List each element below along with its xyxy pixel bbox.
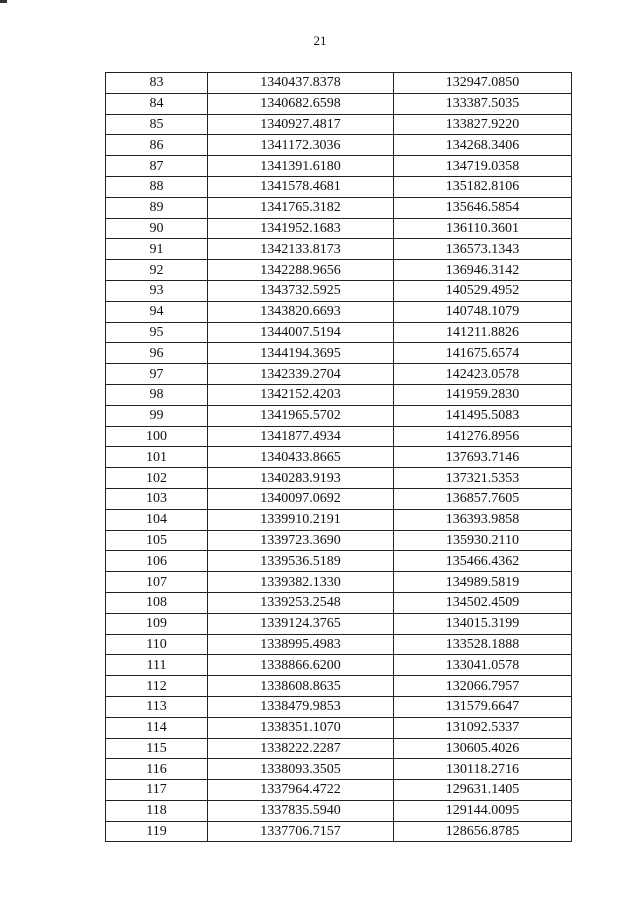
table-row (106, 384, 572, 405)
x-coordinate-cell: 1343820.6693 (208, 301, 394, 322)
point-number-cell: 114 (106, 717, 208, 738)
coordinates-table (105, 72, 572, 842)
point-number-cell: 97 (106, 364, 208, 385)
point-number-cell: 119 (106, 821, 208, 842)
x-coordinate-cell: 1338866.6200 (208, 655, 394, 676)
y-coordinate-cell: 132066.7957 (394, 676, 572, 697)
y-coordinate-cell: 136573.1343 (394, 239, 572, 260)
y-coordinate-cell: 134268.3406 (394, 135, 572, 156)
table-row (106, 218, 572, 239)
y-coordinate-cell: 141495.5083 (394, 405, 572, 426)
x-coordinate-cell: 1339910.2191 (208, 509, 394, 530)
table-row (106, 405, 572, 426)
y-coordinate-cell: 134015.3199 (394, 613, 572, 634)
point-number-cell: 96 (106, 343, 208, 364)
page-number: 21 (313, 33, 327, 48)
y-coordinate-cell: 133528.1888 (394, 634, 572, 655)
point-number-cell: 87 (106, 156, 208, 177)
table-row (106, 821, 572, 842)
table-row (106, 93, 572, 114)
x-coordinate-cell: 1339723.3690 (208, 530, 394, 551)
y-coordinate-cell: 141276.8956 (394, 426, 572, 447)
table-row (106, 447, 572, 468)
y-coordinate-cell: 131092.5337 (394, 717, 572, 738)
table-row (106, 488, 572, 509)
table-row (106, 634, 572, 655)
table-row (106, 530, 572, 551)
y-coordinate-cell: 129144.0095 (394, 800, 572, 821)
x-coordinate-cell: 1337964.4722 (208, 780, 394, 801)
point-number-cell: 112 (106, 676, 208, 697)
point-number-cell: 86 (106, 135, 208, 156)
y-coordinate-cell: 130605.4026 (394, 738, 572, 759)
y-coordinate-cell: 136110.3601 (394, 218, 572, 239)
y-coordinate-cell: 141675.6574 (394, 343, 572, 364)
table-row (106, 800, 572, 821)
x-coordinate-cell: 1343732.5925 (208, 280, 394, 301)
point-number-cell: 105 (106, 530, 208, 551)
x-coordinate-cell: 1338093.3505 (208, 759, 394, 780)
point-number-cell: 93 (106, 280, 208, 301)
y-coordinate-cell: 141211.8826 (394, 322, 572, 343)
x-coordinate-cell: 1339382.1330 (208, 572, 394, 593)
x-coordinate-cell: 1338608.8635 (208, 676, 394, 697)
point-number-cell: 107 (106, 572, 208, 593)
y-coordinate-cell: 137693.7146 (394, 447, 572, 468)
x-coordinate-cell: 1341965.5702 (208, 405, 394, 426)
y-coordinate-cell: 142423.0578 (394, 364, 572, 385)
point-number-cell: 88 (106, 176, 208, 197)
point-number-cell: 116 (106, 759, 208, 780)
table-row (106, 780, 572, 801)
scan-corner-mark (0, 0, 7, 3)
point-number-cell: 109 (106, 613, 208, 634)
point-number-cell: 84 (106, 93, 208, 114)
point-number-cell: 102 (106, 468, 208, 489)
x-coordinate-cell: 1342133.8173 (208, 239, 394, 260)
x-coordinate-cell: 1341578.4681 (208, 176, 394, 197)
y-coordinate-cell: 133387.5035 (394, 93, 572, 114)
point-number-cell: 99 (106, 405, 208, 426)
x-coordinate-cell: 1340283.9193 (208, 468, 394, 489)
y-coordinate-cell: 135466.4362 (394, 551, 572, 572)
table-row (106, 738, 572, 759)
x-coordinate-cell: 1340927.4817 (208, 114, 394, 135)
y-coordinate-cell: 135646.5854 (394, 197, 572, 218)
point-number-cell: 103 (106, 488, 208, 509)
x-coordinate-cell: 1342152.4203 (208, 384, 394, 405)
point-number-cell: 94 (106, 301, 208, 322)
table-row (106, 73, 572, 94)
table-row (106, 135, 572, 156)
table-row (106, 176, 572, 197)
y-coordinate-cell: 136946.3142 (394, 260, 572, 281)
y-coordinate-cell: 130118.2716 (394, 759, 572, 780)
table-row (106, 696, 572, 717)
y-coordinate-cell: 140529.4952 (394, 280, 572, 301)
y-coordinate-cell: 129631.1405 (394, 780, 572, 801)
point-number-cell: 100 (106, 426, 208, 447)
y-coordinate-cell: 136393.9858 (394, 509, 572, 530)
table-row (106, 280, 572, 301)
table-row (106, 156, 572, 177)
y-coordinate-cell: 141959.2830 (394, 384, 572, 405)
y-coordinate-cell: 133827.9220 (394, 114, 572, 135)
coordinates-table-body (106, 73, 572, 842)
table-row (106, 197, 572, 218)
point-number-cell: 98 (106, 384, 208, 405)
table-row (106, 676, 572, 697)
point-number-cell: 111 (106, 655, 208, 676)
point-number-cell: 92 (106, 260, 208, 281)
y-coordinate-cell: 132947.0850 (394, 73, 572, 94)
table-row (106, 572, 572, 593)
table-row (106, 759, 572, 780)
table-row (106, 426, 572, 447)
point-number-cell: 91 (106, 239, 208, 260)
y-coordinate-cell: 135930.2110 (394, 530, 572, 551)
y-coordinate-cell: 134502.4509 (394, 592, 572, 613)
table-row (106, 114, 572, 135)
x-coordinate-cell: 1340097.0692 (208, 488, 394, 509)
table-row (106, 322, 572, 343)
x-coordinate-cell: 1341877.4934 (208, 426, 394, 447)
x-coordinate-cell: 1341172.3036 (208, 135, 394, 156)
point-number-cell: 89 (106, 197, 208, 218)
y-coordinate-cell: 128656.8785 (394, 821, 572, 842)
x-coordinate-cell: 1341765.3182 (208, 197, 394, 218)
y-coordinate-cell: 134719.0358 (394, 156, 572, 177)
table-row (106, 655, 572, 676)
y-coordinate-cell: 136857.7605 (394, 488, 572, 509)
point-number-cell: 115 (106, 738, 208, 759)
point-number-cell: 104 (106, 509, 208, 530)
point-number-cell: 106 (106, 551, 208, 572)
point-number-cell: 110 (106, 634, 208, 655)
table-row (106, 239, 572, 260)
x-coordinate-cell: 1340682.6598 (208, 93, 394, 114)
x-coordinate-cell: 1341952.1683 (208, 218, 394, 239)
x-coordinate-cell: 1338479.9853 (208, 696, 394, 717)
x-coordinate-cell: 1342339.2704 (208, 364, 394, 385)
table-row (106, 551, 572, 572)
x-coordinate-cell: 1337706.7157 (208, 821, 394, 842)
point-number-cell: 95 (106, 322, 208, 343)
point-number-cell: 101 (106, 447, 208, 468)
x-coordinate-cell: 1340433.8665 (208, 447, 394, 468)
x-coordinate-cell: 1339253.2548 (208, 592, 394, 613)
y-coordinate-cell: 137321.5353 (394, 468, 572, 489)
table-row (106, 592, 572, 613)
point-number-cell: 83 (106, 73, 208, 94)
x-coordinate-cell: 1344194.3695 (208, 343, 394, 364)
y-coordinate-cell: 131579.6647 (394, 696, 572, 717)
x-coordinate-cell: 1339536.5189 (208, 551, 394, 572)
x-coordinate-cell: 1339124.3765 (208, 613, 394, 634)
y-coordinate-cell: 134989.5819 (394, 572, 572, 593)
table-row (106, 301, 572, 322)
table-row (106, 260, 572, 281)
table-row (106, 613, 572, 634)
table-row (106, 364, 572, 385)
table-row (106, 509, 572, 530)
x-coordinate-cell: 1342288.9656 (208, 260, 394, 281)
point-number-cell: 85 (106, 114, 208, 135)
y-coordinate-cell: 140748.1079 (394, 301, 572, 322)
table-row (106, 717, 572, 738)
x-coordinate-cell: 1344007.5194 (208, 322, 394, 343)
x-coordinate-cell: 1340437.8378 (208, 73, 394, 94)
x-coordinate-cell: 1338351.1070 (208, 717, 394, 738)
point-number-cell: 117 (106, 780, 208, 801)
x-coordinate-cell: 1337835.5940 (208, 800, 394, 821)
point-number-cell: 90 (106, 218, 208, 239)
x-coordinate-cell: 1341391.6180 (208, 156, 394, 177)
point-number-cell: 108 (106, 592, 208, 613)
x-coordinate-cell: 1338222.2287 (208, 738, 394, 759)
point-number-cell: 118 (106, 800, 208, 821)
table-row (106, 468, 572, 489)
y-coordinate-cell: 135182.8106 (394, 176, 572, 197)
x-coordinate-cell: 1338995.4983 (208, 634, 394, 655)
table-row (106, 343, 572, 364)
y-coordinate-cell: 133041.0578 (394, 655, 572, 676)
point-number-cell: 113 (106, 696, 208, 717)
